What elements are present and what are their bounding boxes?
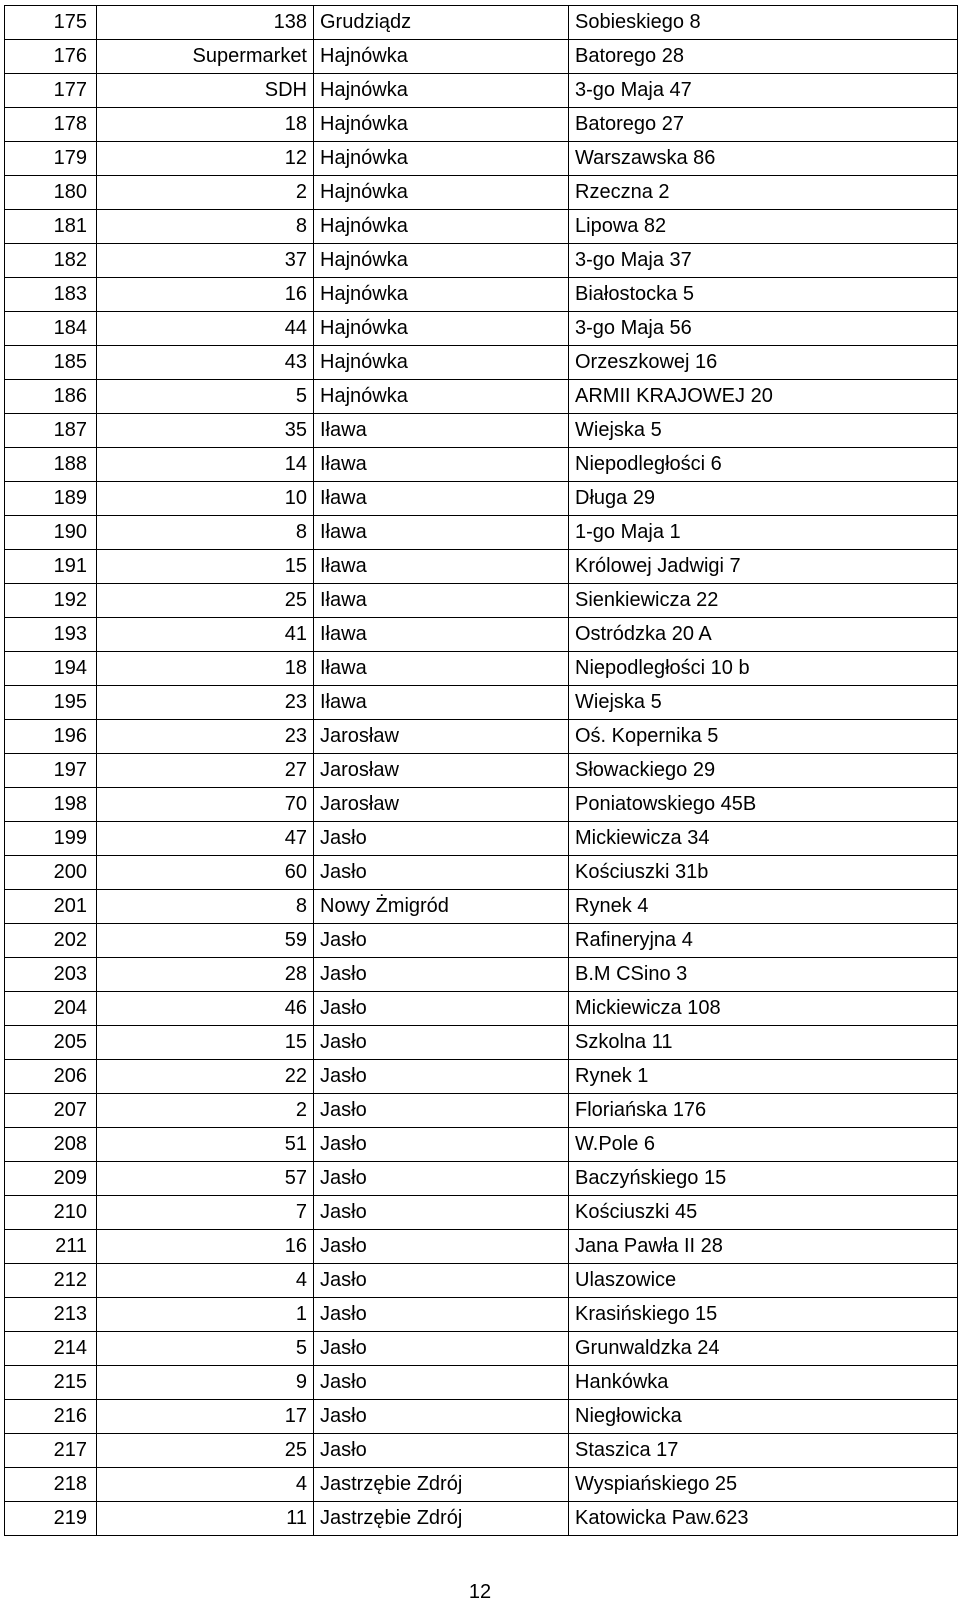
store-number-cell: Supermarket xyxy=(97,40,314,74)
address-cell: Rynek 1 xyxy=(569,1060,958,1094)
address-cell: 1-go Maja 1 xyxy=(569,516,958,550)
city-cell: Hajnówka xyxy=(314,210,569,244)
row-index-cell: 190 xyxy=(5,516,97,550)
address-cell: 3-go Maja 47 xyxy=(569,74,958,108)
city-cell: Hajnówka xyxy=(314,142,569,176)
city-cell: Jasło xyxy=(314,992,569,1026)
address-cell: Rynek 4 xyxy=(569,890,958,924)
store-number-cell: 41 xyxy=(97,618,314,652)
city-cell: Iława xyxy=(314,516,569,550)
table-row xyxy=(5,1060,958,1094)
table-row xyxy=(5,1196,958,1230)
store-number-cell: 8 xyxy=(97,890,314,924)
store-number-cell: 35 xyxy=(97,414,314,448)
store-number-cell: 25 xyxy=(97,584,314,618)
store-number-cell: 1 xyxy=(97,1298,314,1332)
data-table xyxy=(4,5,958,1536)
table-row xyxy=(5,618,958,652)
table-row xyxy=(5,142,958,176)
address-cell: Hankówka xyxy=(569,1366,958,1400)
table-row xyxy=(5,1434,958,1468)
city-cell: Jasło xyxy=(314,924,569,958)
store-number-cell: 5 xyxy=(97,380,314,414)
row-index-cell: 186 xyxy=(5,380,97,414)
row-index-cell: 211 xyxy=(5,1230,97,1264)
row-index-cell: 187 xyxy=(5,414,97,448)
city-cell: Grudziądz xyxy=(314,6,569,40)
address-cell: Sobieskiego 8 xyxy=(569,6,958,40)
address-cell: Sienkiewicza 22 xyxy=(569,584,958,618)
row-index-cell: 200 xyxy=(5,856,97,890)
store-number-cell: 47 xyxy=(97,822,314,856)
city-cell: Jasło xyxy=(314,1196,569,1230)
address-cell: Grunwaldzka 24 xyxy=(569,1332,958,1366)
row-index-cell: 202 xyxy=(5,924,97,958)
address-cell: Floriańska 176 xyxy=(569,1094,958,1128)
row-index-cell: 184 xyxy=(5,312,97,346)
city-cell: Jastrzębie Zdrój xyxy=(314,1468,569,1502)
address-cell: Ulaszowice xyxy=(569,1264,958,1298)
address-cell: Niepodległości 10 b xyxy=(569,652,958,686)
store-number-cell: 9 xyxy=(97,1366,314,1400)
row-index-cell: 197 xyxy=(5,754,97,788)
address-cell: Rzeczna 2 xyxy=(569,176,958,210)
city-cell: Jarosław xyxy=(314,788,569,822)
row-index-cell: 177 xyxy=(5,74,97,108)
store-number-cell: 18 xyxy=(97,108,314,142)
address-cell: Oś. Kopernika 5 xyxy=(569,720,958,754)
city-cell: Jasło xyxy=(314,1366,569,1400)
table-row xyxy=(5,754,958,788)
address-cell: Słowackiego 29 xyxy=(569,754,958,788)
row-index-cell: 189 xyxy=(5,482,97,516)
row-index-cell: 192 xyxy=(5,584,97,618)
city-cell: Iława xyxy=(314,414,569,448)
store-number-cell: 43 xyxy=(97,346,314,380)
row-index-cell: 218 xyxy=(5,1468,97,1502)
address-cell: B.M CSino 3 xyxy=(569,958,958,992)
table-row xyxy=(5,788,958,822)
city-cell: Hajnówka xyxy=(314,312,569,346)
row-index-cell: 201 xyxy=(5,890,97,924)
store-number-cell: 70 xyxy=(97,788,314,822)
city-cell: Hajnówka xyxy=(314,176,569,210)
city-cell: Jasło xyxy=(314,1332,569,1366)
address-cell: Wyspiańskiego 25 xyxy=(569,1468,958,1502)
address-cell: Poniatowskiego 45B xyxy=(569,788,958,822)
city-cell: Hajnówka xyxy=(314,40,569,74)
row-index-cell: 209 xyxy=(5,1162,97,1196)
row-index-cell: 203 xyxy=(5,958,97,992)
store-number-cell: 37 xyxy=(97,244,314,278)
city-cell: Iława xyxy=(314,686,569,720)
address-cell: Ostródzka 20 A xyxy=(569,618,958,652)
table-row xyxy=(5,346,958,380)
table-row xyxy=(5,278,958,312)
table-row xyxy=(5,720,958,754)
city-cell: Jasło xyxy=(314,1094,569,1128)
row-index-cell: 195 xyxy=(5,686,97,720)
store-number-cell: 51 xyxy=(97,1128,314,1162)
store-number-cell: 7 xyxy=(97,1196,314,1230)
store-number-cell: 138 xyxy=(97,6,314,40)
row-index-cell: 208 xyxy=(5,1128,97,1162)
row-index-cell: 217 xyxy=(5,1434,97,1468)
table-row xyxy=(5,1094,958,1128)
table-row xyxy=(5,856,958,890)
table-row xyxy=(5,1264,958,1298)
row-index-cell: 207 xyxy=(5,1094,97,1128)
row-index-cell: 191 xyxy=(5,550,97,584)
store-number-cell: 18 xyxy=(97,652,314,686)
table-row xyxy=(5,176,958,210)
table-row xyxy=(5,312,958,346)
table-row xyxy=(5,1162,958,1196)
table-row xyxy=(5,1400,958,1434)
table-row xyxy=(5,6,958,40)
city-cell: Jasło xyxy=(314,1264,569,1298)
table-row xyxy=(5,1366,958,1400)
store-number-cell: 59 xyxy=(97,924,314,958)
row-index-cell: 194 xyxy=(5,652,97,686)
row-index-cell: 180 xyxy=(5,176,97,210)
table-row xyxy=(5,584,958,618)
city-cell: Iława xyxy=(314,550,569,584)
table-row xyxy=(5,890,958,924)
store-number-cell: 2 xyxy=(97,176,314,210)
table-row xyxy=(5,244,958,278)
row-index-cell: 199 xyxy=(5,822,97,856)
city-cell: Jarosław xyxy=(314,754,569,788)
city-cell: Nowy Żmigród xyxy=(314,890,569,924)
address-cell: 3-go Maja 37 xyxy=(569,244,958,278)
table-body xyxy=(5,6,958,1536)
address-cell: Batorego 27 xyxy=(569,108,958,142)
table-row xyxy=(5,74,958,108)
table-row xyxy=(5,822,958,856)
address-cell: Batorego 28 xyxy=(569,40,958,74)
address-cell: Mickiewicza 34 xyxy=(569,822,958,856)
address-cell: Królowej Jadwigi 7 xyxy=(569,550,958,584)
row-index-cell: 214 xyxy=(5,1332,97,1366)
row-index-cell: 210 xyxy=(5,1196,97,1230)
store-number-cell: 8 xyxy=(97,210,314,244)
address-cell: Mickiewicza 108 xyxy=(569,992,958,1026)
address-cell: Rafineryjna 4 xyxy=(569,924,958,958)
city-cell: Iława xyxy=(314,618,569,652)
table-row xyxy=(5,414,958,448)
table-row xyxy=(5,516,958,550)
city-cell: Hajnówka xyxy=(314,278,569,312)
city-cell: Iława xyxy=(314,482,569,516)
city-cell: Hajnówka xyxy=(314,346,569,380)
city-cell: Jastrzębie Zdrój xyxy=(314,1502,569,1536)
store-number-cell: 57 xyxy=(97,1162,314,1196)
table-row xyxy=(5,1298,958,1332)
address-cell: Wiejska 5 xyxy=(569,686,958,720)
city-cell: Jasło xyxy=(314,1400,569,1434)
address-cell: ARMII KRAJOWEJ 20 xyxy=(569,380,958,414)
address-cell: Kościuszki 31b xyxy=(569,856,958,890)
row-index-cell: 181 xyxy=(5,210,97,244)
store-number-cell: 17 xyxy=(97,1400,314,1434)
address-cell: Staszica 17 xyxy=(569,1434,958,1468)
store-number-cell: 28 xyxy=(97,958,314,992)
city-cell: Hajnówka xyxy=(314,108,569,142)
row-index-cell: 193 xyxy=(5,618,97,652)
store-number-cell: 46 xyxy=(97,992,314,1026)
address-cell: Białostocka 5 xyxy=(569,278,958,312)
store-number-cell: 44 xyxy=(97,312,314,346)
city-cell: Iława xyxy=(314,584,569,618)
row-index-cell: 175 xyxy=(5,6,97,40)
row-index-cell: 182 xyxy=(5,244,97,278)
city-cell: Jasło xyxy=(314,1434,569,1468)
address-cell: Niegłowicka xyxy=(569,1400,958,1434)
address-cell: Kościuszki 45 xyxy=(569,1196,958,1230)
table-row xyxy=(5,1230,958,1264)
row-index-cell: 205 xyxy=(5,1026,97,1060)
address-cell: Lipowa 82 xyxy=(569,210,958,244)
table-row xyxy=(5,108,958,142)
row-index-cell: 188 xyxy=(5,448,97,482)
store-number-cell: SDH xyxy=(97,74,314,108)
row-index-cell: 183 xyxy=(5,278,97,312)
address-cell: Krasińskiego 15 xyxy=(569,1298,958,1332)
city-cell: Iława xyxy=(314,652,569,686)
table-row xyxy=(5,448,958,482)
address-cell: Katowicka Paw.623 xyxy=(569,1502,958,1536)
store-number-cell: 14 xyxy=(97,448,314,482)
city-cell: Jasło xyxy=(314,856,569,890)
address-cell: Wiejska 5 xyxy=(569,414,958,448)
city-cell: Hajnówka xyxy=(314,244,569,278)
store-number-cell: 11 xyxy=(97,1502,314,1536)
page-number: 12 xyxy=(468,1581,492,1603)
row-index-cell: 213 xyxy=(5,1298,97,1332)
table-row xyxy=(5,1332,958,1366)
store-number-cell: 25 xyxy=(97,1434,314,1468)
city-cell: Iława xyxy=(314,448,569,482)
store-number-cell: 8 xyxy=(97,516,314,550)
row-index-cell: 179 xyxy=(5,142,97,176)
store-number-cell: 16 xyxy=(97,278,314,312)
city-cell: Jasło xyxy=(314,1026,569,1060)
city-cell: Jasło xyxy=(314,1298,569,1332)
row-index-cell: 206 xyxy=(5,1060,97,1094)
store-number-cell: 60 xyxy=(97,856,314,890)
table-row xyxy=(5,1468,958,1502)
row-index-cell: 185 xyxy=(5,346,97,380)
table-row xyxy=(5,1026,958,1060)
table-row xyxy=(5,1502,958,1536)
table-row xyxy=(5,210,958,244)
row-index-cell: 216 xyxy=(5,1400,97,1434)
row-index-cell: 176 xyxy=(5,40,97,74)
store-number-cell: 22 xyxy=(97,1060,314,1094)
row-index-cell: 215 xyxy=(5,1366,97,1400)
store-number-cell: 4 xyxy=(97,1468,314,1502)
address-cell: 3-go Maja 56 xyxy=(569,312,958,346)
city-cell: Hajnówka xyxy=(314,74,569,108)
table-row xyxy=(5,992,958,1026)
store-number-cell: 15 xyxy=(97,550,314,584)
city-cell: Jasło xyxy=(314,1060,569,1094)
address-cell: Niepodległości 6 xyxy=(569,448,958,482)
store-number-cell: 10 xyxy=(97,482,314,516)
store-number-cell: 4 xyxy=(97,1264,314,1298)
store-number-cell: 23 xyxy=(97,686,314,720)
row-index-cell: 178 xyxy=(5,108,97,142)
store-number-cell: 16 xyxy=(97,1230,314,1264)
address-cell: Długa 29 xyxy=(569,482,958,516)
city-cell: Hajnówka xyxy=(314,380,569,414)
city-cell: Jasło xyxy=(314,958,569,992)
city-cell: Jarosław xyxy=(314,720,569,754)
address-cell: Orzeszkowej 16 xyxy=(569,346,958,380)
table-row xyxy=(5,482,958,516)
table-row xyxy=(5,1128,958,1162)
table-row xyxy=(5,958,958,992)
table-row xyxy=(5,380,958,414)
row-index-cell: 204 xyxy=(5,992,97,1026)
table-row xyxy=(5,686,958,720)
table-row xyxy=(5,40,958,74)
address-cell: Baczyńskiego 15 xyxy=(569,1162,958,1196)
table-row xyxy=(5,924,958,958)
city-cell: Jasło xyxy=(314,1162,569,1196)
store-number-cell: 5 xyxy=(97,1332,314,1366)
row-index-cell: 198 xyxy=(5,788,97,822)
address-cell: Warszawska 86 xyxy=(569,142,958,176)
city-cell: Jasło xyxy=(314,1230,569,1264)
city-cell: Jasło xyxy=(314,822,569,856)
address-cell: Jana Pawła II 28 xyxy=(569,1230,958,1264)
address-cell: Szkolna 11 xyxy=(569,1026,958,1060)
store-number-cell: 2 xyxy=(97,1094,314,1128)
row-index-cell: 196 xyxy=(5,720,97,754)
row-index-cell: 219 xyxy=(5,1502,97,1536)
address-cell: W.Pole 6 xyxy=(569,1128,958,1162)
table-row xyxy=(5,652,958,686)
city-cell: Jasło xyxy=(314,1128,569,1162)
store-number-cell: 23 xyxy=(97,720,314,754)
store-number-cell: 12 xyxy=(97,142,314,176)
row-index-cell: 212 xyxy=(5,1264,97,1298)
table-row xyxy=(5,550,958,584)
store-number-cell: 27 xyxy=(97,754,314,788)
store-number-cell: 15 xyxy=(97,1026,314,1060)
